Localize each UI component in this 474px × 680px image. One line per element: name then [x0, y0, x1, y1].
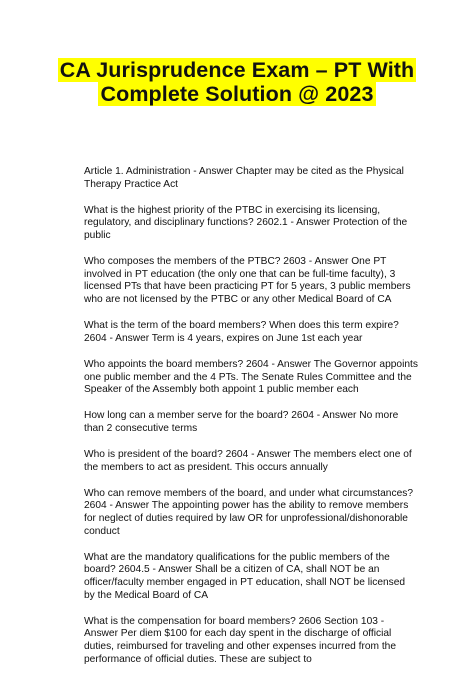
- title-line-1: CA Jurisprudence Exam – PT With: [59, 58, 415, 82]
- qa-paragraph: What are the mandatory qualifications for the public members of the board? 2604.5 - Answer Shall be a citizen of CA, shall NOT be an officer/faculty member engaged in PT education, shall NOT be licensed by the Medical Board of CA: [84, 551, 406, 601]
- qa-paragraph: Article 1. Administration - Answer Chapter may be cited as the Physical Therapy Practice Act: [84, 166, 404, 190]
- document-body: [84, 166, 418, 680]
- qa-paragraph: Who composes the members of the PTBC? 2603 - Answer One PT involved in PT education (the only one that can be full-time faculty), 3 licensed PTs that have been practicing PT for 5 years, 3 public members who are not licensed by the PTBC or any other Medical Board of CA: [84, 256, 411, 305]
- qa-paragraph: Who appoints the board members? 2604 - Answer The Governor appoints one public member and the 4 PTs. The Senate Rules Committee and the Speaker of the Assembly both appoint 1 public member each: [84, 358, 418, 396]
- qa-paragraph: How long can a member serve for the board? 2604 - Answer No more than 2 consecutive terms: [84, 410, 399, 434]
- qa-paragraph: Who can remove members of the board, and under what circumstances? 2604 - Answer The appointing power has the ability to remove members for neglect of duties required by law OR for unprofessional/dishonorable conduct: [84, 487, 413, 537]
- document-title: [0, 58, 474, 106]
- qa-paragraph: What is the highest priority of the PTBC in exercising its licensing, regulatory, and disciplinary functions? 2602.1 - Answer Protection of the public: [84, 204, 408, 241]
- qa-paragraph: What is the compensation for board members? 2606 Section 103 - Answer Per diem $100 for each day spent in the discharge of official duties, reimbursed for traveling and other expenses incurred from the performance of official duties. These are subject to: [84, 615, 397, 665]
- qa-paragraph: Who is president of the board? 2604 - Answer The members elect one of the members to act as president. This occurs annually: [84, 449, 412, 473]
- qa-paragraph: What is the term of the board members? When does this term expire? 2604 - Answer Term is 4 years, expires on June 1st each year: [84, 320, 399, 344]
- title-line-2: Complete Solution @ 2023: [100, 82, 374, 106]
